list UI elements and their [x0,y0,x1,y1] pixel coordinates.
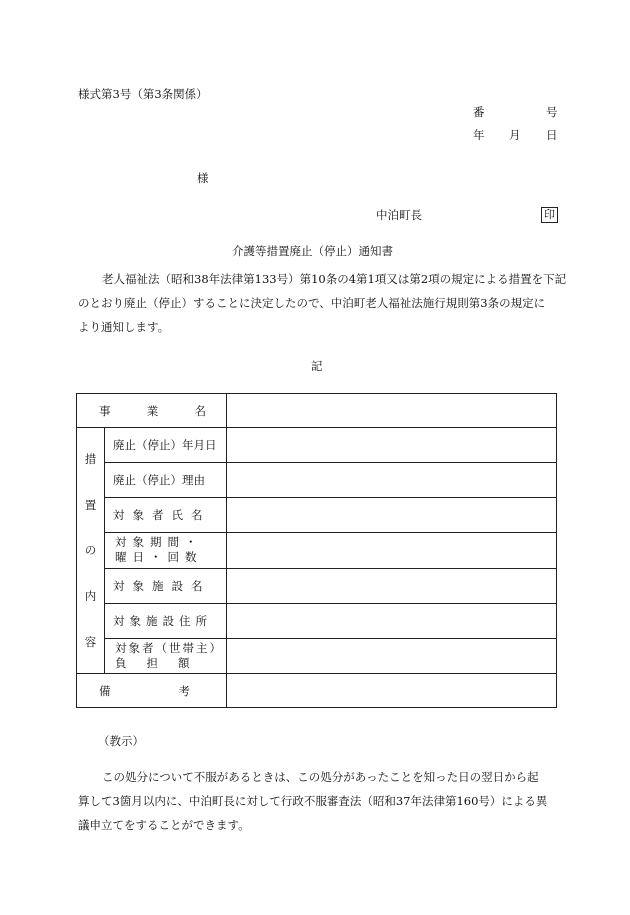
business-name-value[interactable] [227,394,557,428]
item-label-text: 対象施設住所 [113,613,212,628]
item-value[interactable] [227,568,557,603]
body-line-3: より通知します。 [78,320,170,334]
table-row-business [77,394,557,428]
sender-name: 中泊町長 [376,208,422,222]
remarks-value[interactable] [227,674,557,708]
table-row [77,533,557,568]
notice-line-3: 議申立てをすることができます。 [78,818,250,832]
document-title: 介護等措置廃止（停止）通知書 [232,244,393,258]
label-char: 名 [194,403,206,418]
body-line-2: のとおり廃止（停止）することに決定したので、中泊町老人福祉法施行規則第3条の規定に [78,296,546,310]
addressee-suffix: 様 [197,171,209,185]
ki-heading: 記 [311,359,323,373]
notice-line-2: 算して3箇月以内に、中泊町長に対して行政不服審査法（昭和37年法律第160号）による異 [78,794,548,808]
item-label [105,568,227,603]
content-group-label [77,428,105,674]
table-row [77,463,557,498]
item-label-line: 対象期間・ [115,535,203,550]
form-number: 様式第3号（第3条関係） [78,87,208,101]
notice-line-1: この処分について不服があるときは、この処分があったことを知った日の翌日から起 [102,770,539,784]
seal-mark: 印 [541,207,558,223]
item-value[interactable] [227,603,557,638]
date-year: 年 [473,128,485,142]
item-label-text: 廃止（停止）理由 [113,473,205,488]
business-name-label [77,394,227,428]
body-paragraph [78,267,567,339]
table-row [77,603,557,638]
label-char: 考 [178,683,190,698]
label-char: 内 [84,589,97,604]
number-label-ban: 番 [473,105,485,119]
body-line-1: 老人福祉法（昭和38年法律第133号）第10条の4第1項又は第2項の規定による措置を下記 [102,272,567,286]
item-label-text: 廃止（停止）年月日 [113,438,217,453]
item-label [105,638,227,673]
notice-paragraph [78,765,558,837]
item-value[interactable] [227,463,557,498]
item-label [105,603,227,638]
measure-table [76,393,557,708]
table-row [77,638,557,673]
table-row [77,498,557,533]
item-value[interactable] [227,428,557,463]
table-row [77,428,557,463]
notice-heading: （教示） [98,734,144,748]
label-char: 事 [99,403,111,418]
item-label-text: 対象施設名 [113,578,211,593]
item-label [105,498,227,533]
remarks-label [77,674,227,708]
label-char: 容 [84,635,97,650]
label-char: の [84,543,97,558]
item-label [105,463,227,498]
label-char: 業 [146,403,159,418]
item-value[interactable] [227,498,557,533]
table-row [77,568,557,603]
label-char: 備 [99,683,111,698]
item-label [105,533,227,568]
table-row-remarks [77,674,557,708]
item-label [105,428,227,463]
item-label-text: 対象者氏名 [113,508,211,523]
item-label-line: 負担額 [115,655,210,670]
item-value[interactable] [227,533,557,568]
item-value[interactable] [227,638,557,673]
date-month: 月 [509,128,521,142]
label-char: 措 [84,451,97,466]
label-char: 置 [84,497,97,512]
item-label-line: 対象者（世帯主） [115,640,223,655]
date-day: 日 [546,128,558,142]
number-label-go: 号 [546,105,558,119]
item-label-line: 曜日・回数 [115,550,203,565]
